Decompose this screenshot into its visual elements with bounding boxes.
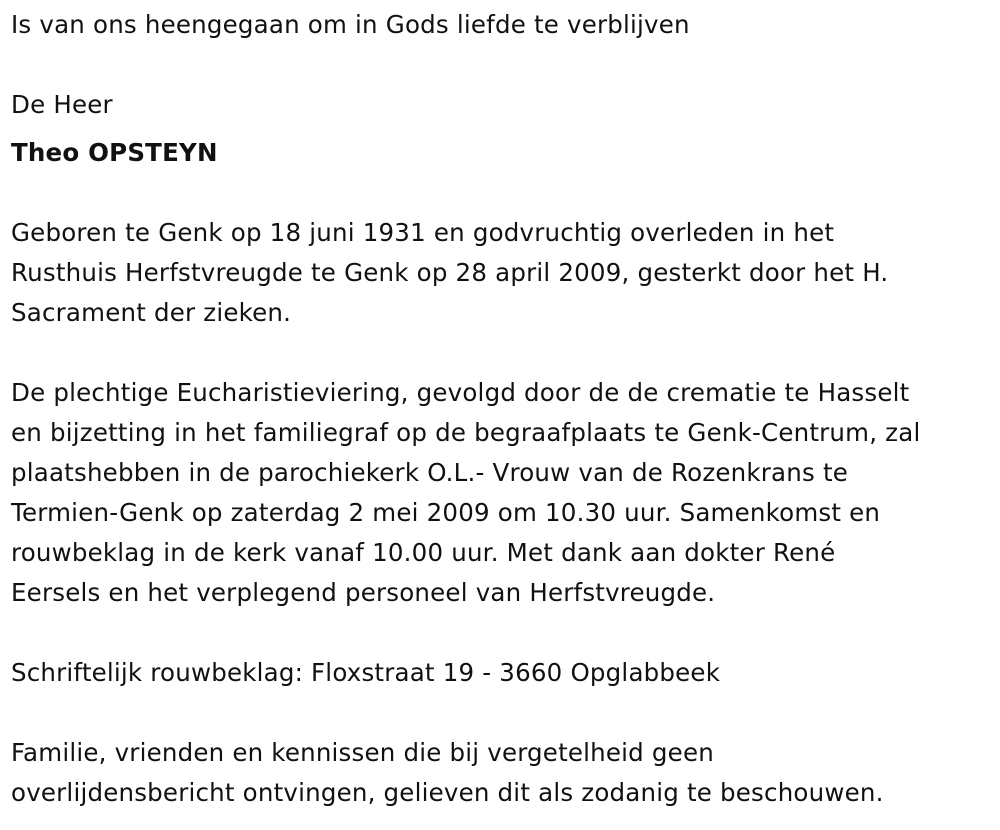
deceased-name: Theo OPSTEYN — [11, 138, 218, 167]
paragraph-line: Rusthuis Herfstvreugde te Genk op 28 april 2009, gesterkt door het H. — [11, 258, 889, 287]
paragraph-line: plaatshebben in de parochiekerk O.L.- Vrouw van de Rozenkrans te — [11, 458, 849, 487]
intro-line: Is van ons heengegaan om in Gods liefde te verblijven — [11, 10, 690, 39]
condolence-address: Schriftelijk rouwbeklag: Floxstraat 19 - 3660 Opglabbeek — [11, 658, 721, 687]
paragraph-line: Termien-Genk op zaterdag 2 mei 2009 om 10.30 uur. Samenkomst en — [11, 498, 881, 527]
paragraph-line: Eersels en het verplegend personeel van Herfstvreugde. — [11, 578, 716, 607]
paragraph-line: De plechtige Eucharistieviering, gevolgd door de de crematie te Hasselt — [11, 378, 910, 407]
title-line: De Heer — [11, 90, 113, 119]
paragraph-line: en bijzetting in het familiegraf op de begraafplaats te Genk-Centrum, zal — [11, 418, 921, 447]
paragraph-line: Sacrament der zieken. — [11, 298, 292, 327]
paragraph-line: rouwbeklag in de kerk vanaf 10.00 uur. Met dank aan dokter René — [11, 538, 836, 567]
paragraph-line: overlijdensbericht ontvingen, gelieven dit als zodanig te beschouwen. — [11, 778, 884, 807]
paragraph-line: Familie, vrienden en kennissen die bij vergetelheid geen — [11, 738, 714, 767]
paragraph-line: Geboren te Genk op 18 juni 1931 en godvruchtig overleden in het — [11, 218, 835, 247]
